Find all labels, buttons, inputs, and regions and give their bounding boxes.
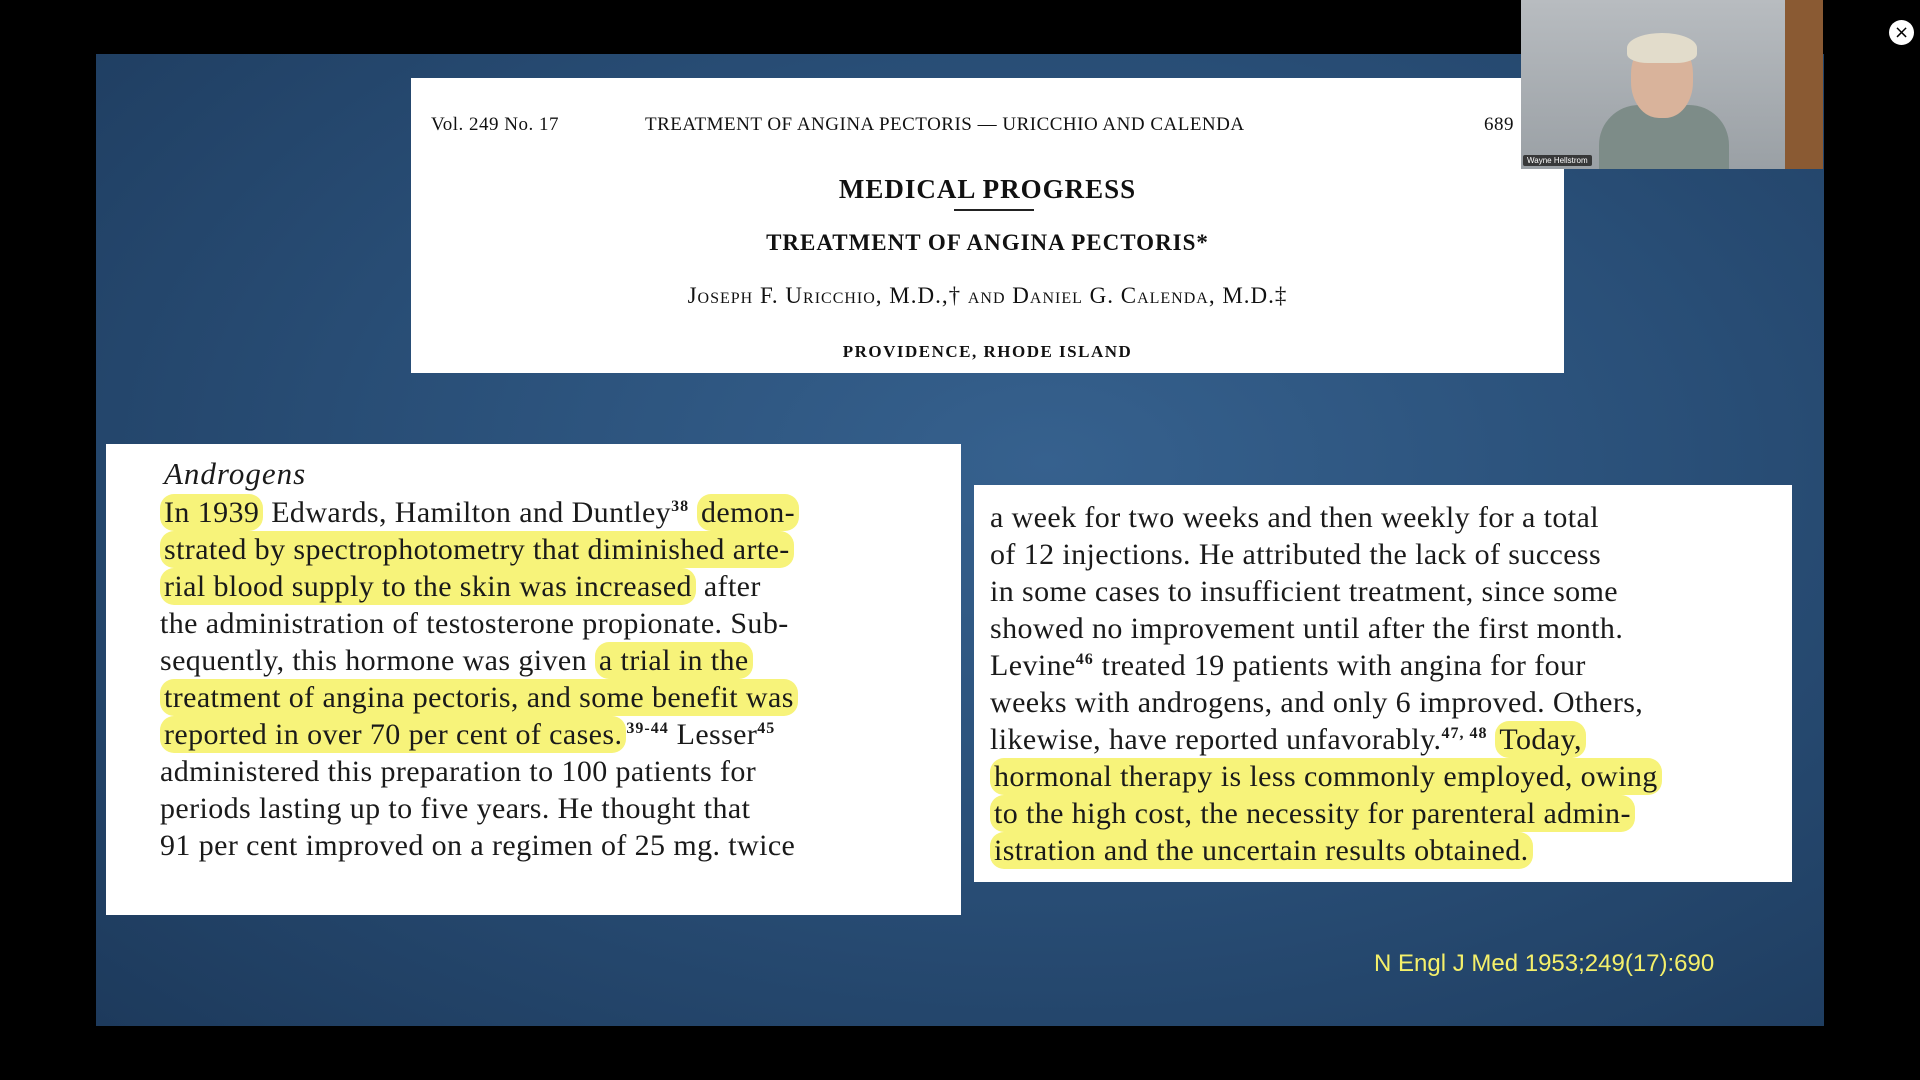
text-line xyxy=(990,649,1780,683)
text-segment: Edwards, Hamilton and Duntley xyxy=(263,496,672,529)
highlighted-text: Today, xyxy=(1495,721,1586,758)
text-segment: in some cases to insufficient treatment, since some xyxy=(990,575,1619,608)
running-header xyxy=(411,114,1564,144)
text-line xyxy=(160,644,950,678)
highlighted-text: demon- xyxy=(697,494,799,531)
article-authors: Joseph F. Uricchio, M.D.,† and Daniel G. Calenda, M.D.‡ xyxy=(687,283,1288,308)
text-line xyxy=(990,501,1780,535)
text-line xyxy=(160,607,950,641)
text-line xyxy=(990,538,1780,572)
text-line xyxy=(990,686,1780,720)
excerpt-right-column xyxy=(974,485,1792,882)
text-line xyxy=(160,755,950,789)
text-segment: Lesser xyxy=(668,718,758,751)
volume-number: Vol. 249 No. 17 xyxy=(431,114,560,135)
text-line xyxy=(990,723,1780,757)
text-segment: of 12 injections. He attributed the lack of success xyxy=(990,538,1602,571)
text-line xyxy=(160,570,950,604)
highlighted-text: strated by spectrophotometry that diminished arte- xyxy=(160,531,794,568)
text-segment: weeks with androgens, and only 6 improved. Others, xyxy=(990,686,1644,719)
text-line xyxy=(160,718,950,752)
text-line xyxy=(160,681,950,715)
text-line xyxy=(990,575,1780,609)
text-segment: sequently, this hormone was given xyxy=(160,644,595,677)
text-segment: periods lasting up to five years. He thought that xyxy=(160,792,751,825)
article-location: PROVIDENCE, RHODE ISLAND xyxy=(842,342,1133,361)
text-segment: administered this preparation to 100 patients for xyxy=(160,755,757,788)
text-line xyxy=(990,797,1780,831)
text-segment: 91 per cent improved on a regimen of 25 mg. twice xyxy=(160,829,796,862)
reference-superscript: 46 xyxy=(1075,651,1094,668)
section-heading: Androgens xyxy=(164,456,307,491)
text-line xyxy=(990,834,1780,868)
text-segment xyxy=(689,496,697,529)
text-line xyxy=(160,496,950,530)
highlighted-text: rial blood supply to the skin was increased xyxy=(160,568,696,605)
text-segment: after xyxy=(695,570,761,603)
reference-superscript: 39-44 xyxy=(626,720,669,737)
highlighted-text: to the high cost, the necessity for parenteral admin- xyxy=(990,795,1635,832)
presentation-slide xyxy=(96,54,1824,1026)
highlighted-text: treatment of angina pectoris, and some benefit was xyxy=(160,679,798,716)
text-segment: likewise, have reported unfavorably. xyxy=(990,723,1442,756)
text-line xyxy=(990,760,1780,794)
participant-video-tile[interactable] xyxy=(1521,0,1823,169)
article-title: TREATMENT OF ANGINA PECTORIS* xyxy=(766,230,1209,255)
text-segment: a week for two weeks and then weekly for a total xyxy=(990,501,1599,534)
reference-superscript: 47, 48 xyxy=(1441,725,1488,742)
reference-superscript: 38 xyxy=(671,498,690,515)
running-title: TREATMENT OF ANGINA PECTORIS — URICCHIO AND CALENDA xyxy=(645,114,1245,135)
title-divider xyxy=(954,209,1034,211)
background-door xyxy=(1785,0,1823,169)
text-line xyxy=(990,612,1780,646)
reference-superscript: 45 xyxy=(757,720,776,737)
section-title: MEDICAL PROGRESS xyxy=(838,174,1137,204)
citation-text: N Engl J Med 1953;249(17):690 xyxy=(1374,950,1715,977)
text-segment: treated 19 patients with angina for four xyxy=(1093,649,1586,682)
highlighted-text: In 1939 xyxy=(160,494,263,531)
highlighted-text: hormonal therapy is less commonly employed, owing xyxy=(990,758,1662,795)
text-line xyxy=(160,533,950,567)
text-segment: the administration of testosterone propionate. Sub- xyxy=(160,607,789,640)
text-line xyxy=(160,829,950,863)
participant-name-label: Wayne Hellstrom xyxy=(1523,155,1592,166)
text-line xyxy=(160,792,950,826)
article-header xyxy=(411,78,1564,373)
highlighted-text: a trial in the xyxy=(595,642,753,679)
excerpt-left-column xyxy=(106,444,961,915)
text-segment: showed no improvement until after the first month. xyxy=(990,612,1624,645)
close-icon[interactable]: × xyxy=(1889,20,1914,45)
highlighted-text: istration and the uncertain results obtained. xyxy=(990,832,1533,869)
page-number: 689 xyxy=(1484,114,1514,135)
participant-hair xyxy=(1627,33,1697,63)
text-segment: Levine xyxy=(990,649,1076,682)
highlighted-text: reported in over 70 per cent of cases. xyxy=(160,716,626,753)
